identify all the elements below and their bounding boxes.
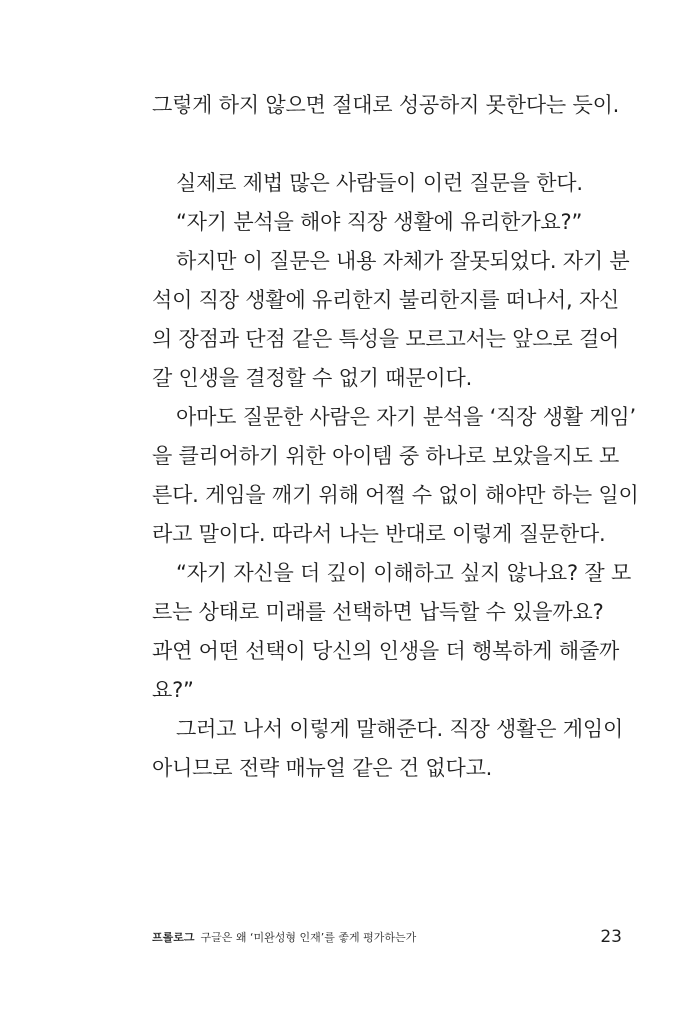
footer-part-label: 프롤로그 (152, 931, 195, 944)
paragraph-gap (152, 125, 622, 164)
text-line: 그러고 나서 이렇게 말해준다. 직장 생활은 게임이 (176, 717, 624, 741)
text-line: 라고 말이다. 따라서 나는 반대로 이렇게 질문한다. (152, 522, 606, 546)
text-line: 실제로 제법 많은 사람들이 이런 질문을 한다. (176, 171, 583, 195)
text-line: “자기 자신을 더 깊이 이해하고 싶지 않나요? 잘 모 (176, 561, 632, 585)
text-line: 갈 인생을 결정할 수 없기 때문이다. (152, 366, 473, 390)
text-line: 과연 어떤 선택이 당신의 인생을 더 행복하게 해줄까 (152, 639, 620, 663)
footer-chapter-title: 구글은 왜 ‘미완성형 인재’를 좋게 평가하는가 (200, 931, 417, 944)
text-line: 그렇게 하지 않으면 절대로 성공하지 못한다는 듯이. (152, 93, 620, 117)
text-line: 르는 상태로 미래를 선택하면 납득할 수 있을까요? (152, 600, 604, 624)
text-line: 의 장점과 단점 같은 특성을 모르고서는 앞으로 걸어 (152, 327, 620, 351)
text-line: 른다. 게임을 깨기 위해 어쩔 수 없이 해야만 하는 일이 (152, 483, 639, 507)
body-text (152, 86, 639, 788)
text-line: 석이 직장 생활에 유리한지 불리한지를 떠나서, 자신 (152, 288, 620, 312)
page-number: 23 (600, 927, 622, 947)
text-line: 요?” (152, 678, 194, 702)
text-line: 하지만 이 질문은 내용 자체가 잘못되었다. 자기 분 (176, 249, 630, 273)
text-line: “자기 분석을 해야 직장 생활에 유리한가요?” (176, 210, 583, 234)
running-footer (152, 929, 416, 945)
page-footer (152, 925, 622, 949)
text-line: 아니므로 전략 매뉴얼 같은 건 없다고. (152, 756, 493, 780)
text-line: 을 클리어하기 위한 아이템 중 하나로 보았을지도 모 (152, 444, 620, 468)
text-line: 아마도 질문한 사람은 자기 분석을 ‘직장 생활 게임’ (176, 405, 636, 429)
